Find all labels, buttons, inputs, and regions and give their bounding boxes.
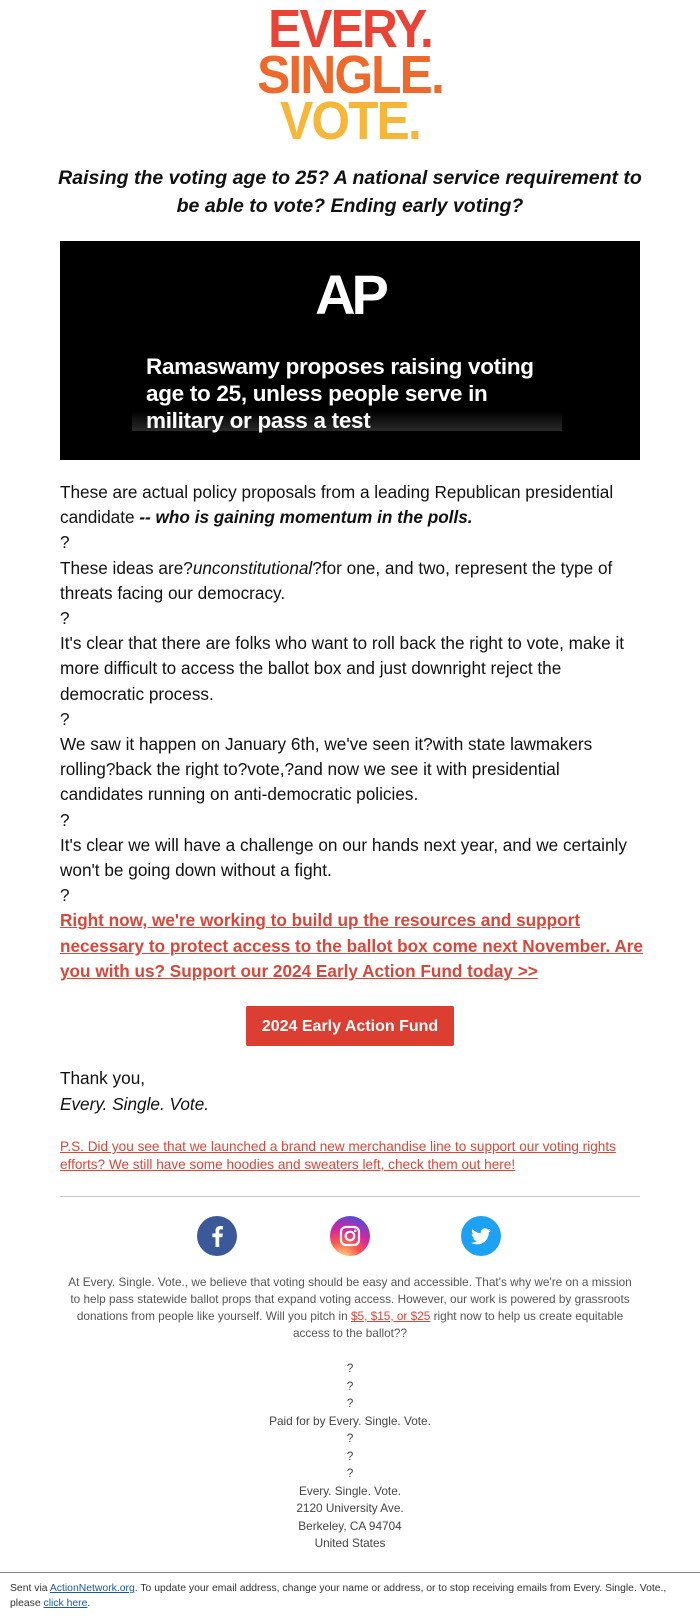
paragraph-2: These ideas are?unconstitutional?for one, and two, represent the type of threats facing our democracy. <box>60 557 613 603</box>
signature: Every. Single. Vote. <box>60 1093 210 1114</box>
separator: ? <box>60 809 70 830</box>
thanks-text: Thank you, <box>60 1068 146 1088</box>
sent-via-notice: Sent via ActionNetwork.org. To update your email address, change your name or address, or to stop receiving emails from Every. Single. Vote., please click here. <box>10 1583 667 1609</box>
divider <box>60 1196 640 1197</box>
twitter-icon[interactable] <box>461 1216 501 1256</box>
logo-line-single: SINGLE. <box>257 45 443 105</box>
every-single-vote-logo <box>0 0 700 151</box>
actionnetwork-link[interactable]: ActionNetwork.org <box>49 1583 135 1594</box>
about-text: At Every. Single. Vote., we believe that voting should be easy and accessible. That's why we're on a mission to help pass statewide ballot props that expand voting access. However, our work is powered by grassroots donations from people like yourself. Will you pitch in $5, $15, or $25 right now to help us create equitable access to the ballot?? <box>68 1275 632 1340</box>
footer-separator: ? <box>346 1378 354 1393</box>
ap-caption: Ramaswamy proposes raising voting age to 25, unless people serve in military or pass a test <box>146 354 534 433</box>
address-city: Berkeley, CA 94704 <box>298 1518 402 1533</box>
footer-separator: ? <box>346 1396 354 1410</box>
paid-for-text: Paid for by Every. Single. Vote. <box>269 1413 431 1428</box>
separator: ? <box>60 885 70 906</box>
ap-news-image[interactable] <box>60 241 640 460</box>
ps-merch-link[interactable]: P.S. Did you see that we launched a brand new merchandise line to support our voting rights efforts? We still have some hoodies and sweaters left, check them out here! <box>60 1139 616 1172</box>
momentum-emphasis: -- who is gaining momentum in the polls. <box>139 507 473 528</box>
paragraph-5: It's clear we will have a challenge on our hands next year, and we certainly won't be going down without a fight. <box>60 834 627 881</box>
separator: ? <box>60 532 70 553</box>
early-action-fund-button[interactable]: 2024 Early Action Fund <box>246 1006 454 1046</box>
instagram-icon[interactable] <box>330 1216 370 1256</box>
email-body <box>60 480 644 984</box>
donation-amounts-link[interactable]: $5, $15, or $25 <box>350 1309 431 1323</box>
separator: ? <box>60 608 70 629</box>
address-org: Every. Single. Vote. <box>298 1483 402 1498</box>
separator: ? <box>60 708 70 729</box>
footer-separator: ? <box>346 1448 354 1463</box>
footer-separator: ? <box>346 1466 354 1480</box>
address-country: United States <box>314 1536 386 1550</box>
unsubscribe-link[interactable]: click here <box>43 1598 88 1609</box>
footer-info <box>0 1360 700 1553</box>
paragraph-1: These are actual policy proposals from a leading Republican presidential candidate -- who is gaining momentum in the polls. <box>60 482 614 528</box>
paragraph-3: It's clear that there are folks who want to roll back the right to vote, make it more difficult to access the ballot box and just downright reject the democratic process. <box>60 633 625 704</box>
paragraph-4: We saw it happen on January 6th, we've seen it?with state lawmakers rolling?back the right to?vote,?and now we see it with presidential candidates running on anti-democratic policies. <box>60 734 593 805</box>
facebook-icon[interactable] <box>197 1216 237 1256</box>
logo-line-vote: VOTE. <box>280 91 420 151</box>
address-street: 2120 University Ave. <box>296 1501 404 1515</box>
signoff <box>60 1066 644 1117</box>
ap-logo: AP <box>315 263 385 326</box>
footer-separator: ? <box>346 1431 354 1445</box>
headline: Raising the voting age to 25? A national service requirement to be able to vote? Ending early voting? <box>58 167 642 217</box>
early-action-fund-link[interactable]: Right now, we're working to build up the resources and support necessary to protect access to the ballot box come next November. Are you with us? Support our 2024 Early Action Fund today >> <box>60 910 643 981</box>
footer-separator: ? <box>346 1361 354 1375</box>
logo-line-every: EVERY. <box>268 0 432 59</box>
unconstitutional-emphasis: unconstitutional <box>192 557 313 578</box>
footer-rule <box>0 1572 700 1573</box>
